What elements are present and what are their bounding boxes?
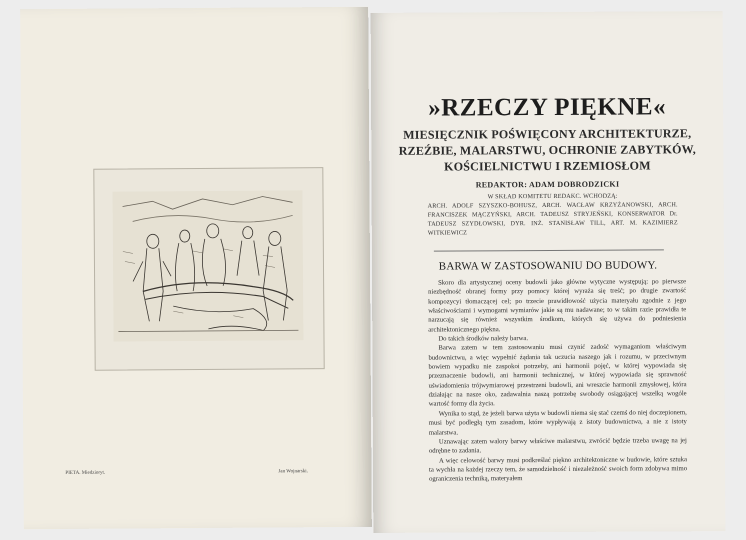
subtitle-line: MIESIĘCZNIK POŚWIĘCONY ARCHITEKTURZE, — [403, 126, 692, 142]
plate-caption-right: Jan Wojnarski. — [278, 469, 308, 475]
paragraph: A więc celowość barwy musi podkreślać piękno architektoniczne w budowie, które sztuka ta wychła na każdej rzeczy tem, że samodzielność i niezależność swoich form zdobywa mimo ograniczenia techniką, materyałem — [429, 455, 688, 483]
paragraph: Wynika to stąd, że jeżeli barwa użyta w budowli niema się stać czemś do niej doczepionem, musi być podległą tym zasadom, które wypływają z istoty budownictwa, a nie z istoty malarstwa. — [428, 409, 687, 437]
right-page — [371, 11, 726, 533]
magazine-subtitle — [379, 125, 715, 175]
engraving-plate — [93, 167, 324, 371]
paragraph: Barwa zatem w tem zastosowaniu musi czynić zadość wymaganiom właściwym budownictwu, a więc wypełnić żądania tak uczucia naszego jak i rozumu, w przeciwnym bowiem wypadku nie zaspokoi potrzeby, ani harmonii pojęć, w której wypowiada się przeznaczenie budowli, ani harmonii technicznej, w której wypowiada się sprawność uświadomienia trójwymiarowej przestrzeni budowli, ani wreszcie harmonii zmysłowej, która działając na nasze oko, zadawalnia naszą potrzebę swobody osiągającej wszelką wogóle wartość formy dla życia. — [428, 343, 687, 409]
committee-block — [428, 191, 678, 237]
plate-caption-left: PIETA. Miedzioryt. — [65, 470, 106, 476]
paragraph: Skoro dla artystycznej oceny budowli jako główne wytyczne występują: po pierwsze niezbędność obranej formy przy pomocy której wyraża się treść; po drugie zwartość kompozycyi tłomaczącej cel; po trzecie prawidłowość użycia materyału zgodnie z jego właściwościami i wymogami wymiarów jakie są mu nadawane; to w takim razie prawidła te narzucają się również wszystkim środkom, których się używa do podniesienia architektonicznego piękna. — [428, 278, 687, 334]
paragraph: Uznawając zatem walory barwy właściwe malarstwu, zwrócić będzie trzeba uwagę na jej odrębne to zadania. — [428, 437, 687, 455]
committee-members: ARCH. ADOLF SZYSZKO-BOHUSZ, ARCH. WACŁAW KRZYŻANOWSKI, ARCH. FRANCISZEK MĄCZYŃSKI, ARCH. TADEUSZ STRYJEŃSKI, KONSERWATOR Dr. TADEUSZ SZYDŁOWSKI, DYR. INŻ. STANISŁAW TILL, ART. M. KAZIMIERZ WITKIEWICZ — [427, 201, 678, 237]
left-page — [20, 7, 372, 529]
pieta-engraving — [112, 190, 303, 341]
subtitle-line: KOŚCIELNICTWU I RZEMIOSŁOM — [444, 158, 651, 174]
magazine-title: »RZECZY PIĘKNE« — [428, 93, 667, 122]
committee-intro: W SKŁAD KOMITETU REDAKC. WCHODZĄ: — [487, 192, 618, 201]
editor-line: REDAKTOR: ADAM DOBRODZICKI — [475, 179, 620, 190]
paragraph: Do takich środków należy barwa. — [438, 335, 529, 343]
divider — [434, 249, 664, 251]
subtitle-line: RZEŹBIE, MALARSTWU, OCHRONIE ZABYTKÓW, — [398, 142, 697, 158]
article-body — [428, 277, 687, 484]
article-title: BARWA W ZASTOSOWANIU DO BUDOWY. — [438, 259, 658, 273]
